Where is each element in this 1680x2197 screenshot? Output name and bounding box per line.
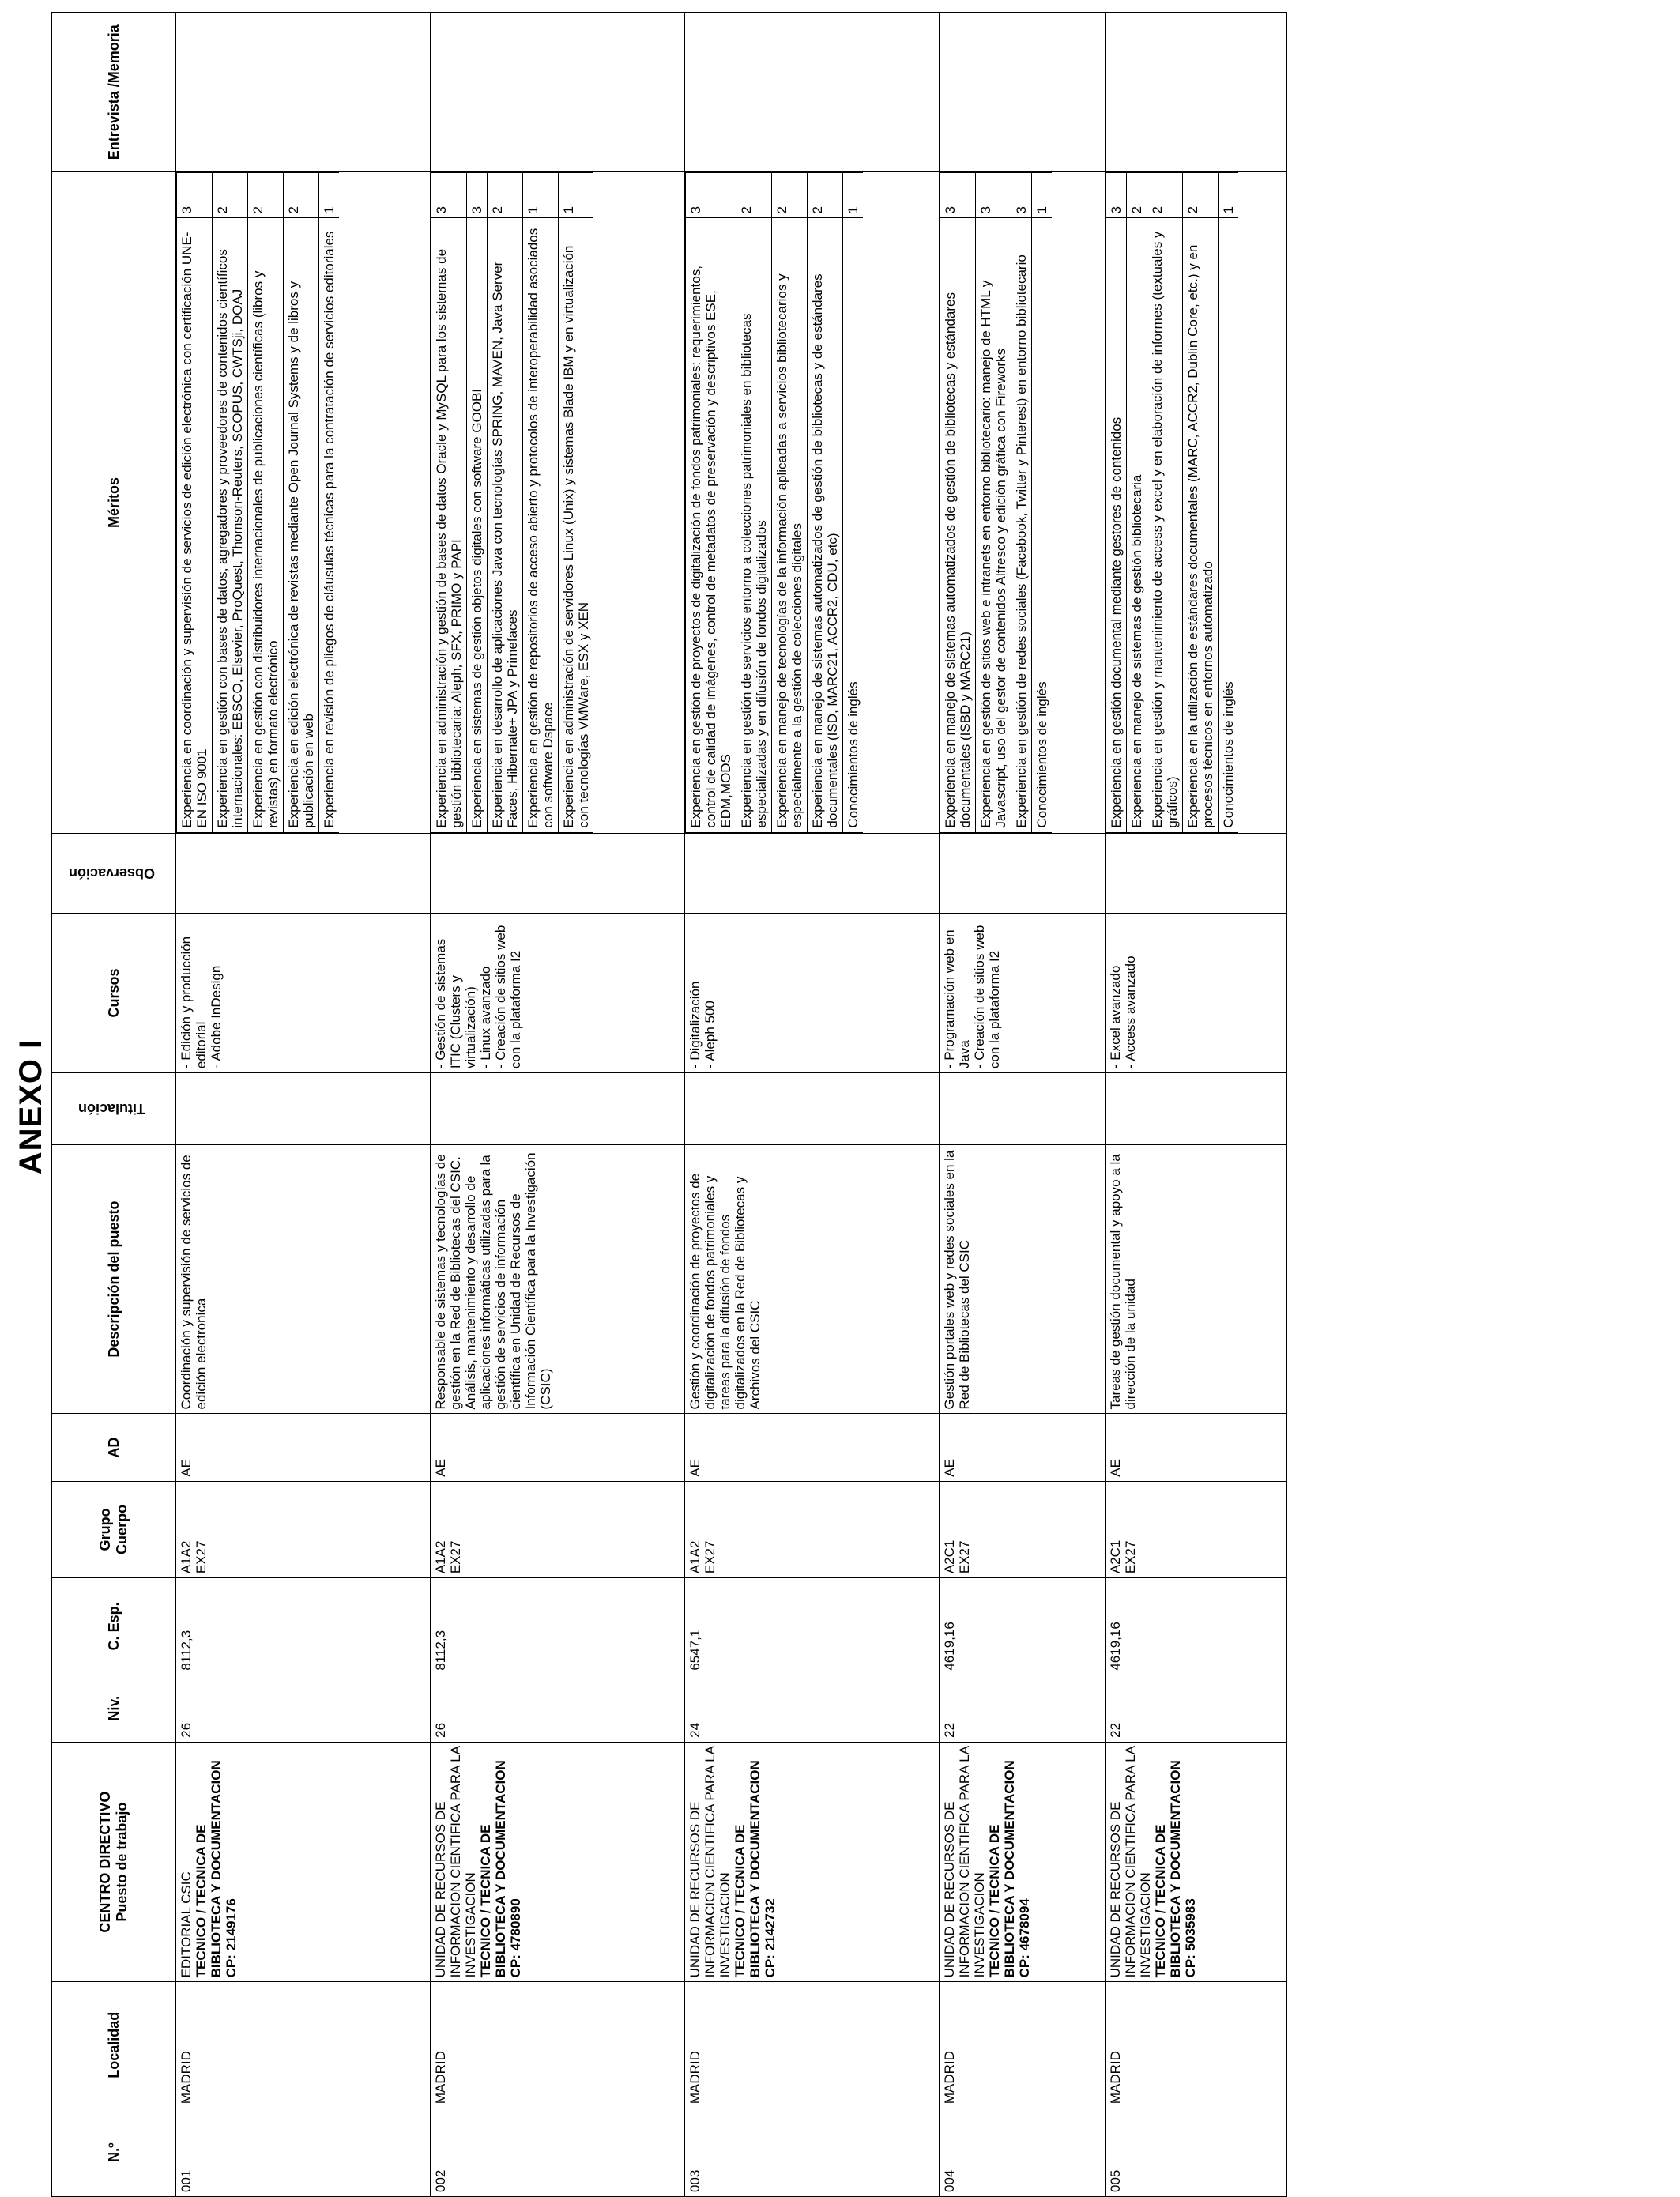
cell-centro-cp: CP: 4678094 [1017, 1898, 1032, 1978]
header-grupo: Grupo Cuerpo [52, 1481, 176, 1577]
cell-cursos: - Excel avanzado - Access avanzado [1106, 913, 1287, 1072]
cell-centro [940, 1742, 1106, 1982]
merito-item [213, 173, 248, 832]
table-row [176, 13, 431, 2197]
cell-ad: AE [1106, 1414, 1287, 1481]
merito-score: 3 [1106, 173, 1127, 218]
header-niv: Niv. [52, 1675, 176, 1742]
cell-cesp: 8112,3 [176, 1578, 431, 1675]
merito-item [1032, 173, 1053, 832]
merito-item [1219, 173, 1239, 832]
meritos-list [176, 172, 339, 832]
meritos-list [685, 172, 863, 832]
merito-score: 2 [1183, 173, 1219, 218]
merito-item [976, 173, 1011, 832]
header-centro [52, 1742, 176, 1982]
cell-cursos: - Edición y producción editorial - Adobe InDesign [176, 913, 431, 1072]
merito-text: Experiencia en administración y gestión de bases de datos Oracle y MySQL para los sistemas de gestión bibliotecaria: Aleph, SFX, PRIMO y PAPI [431, 218, 467, 832]
cell-ad: AE [940, 1414, 1106, 1481]
merito-score: 1 [559, 173, 594, 218]
merito-score: 2 [1127, 173, 1147, 218]
merito-item [843, 173, 864, 832]
header-observacion-text: Observación [68, 865, 156, 882]
cell-numero: 003 [685, 2108, 940, 2197]
cell-centro [431, 1742, 685, 1982]
merito-item [1183, 173, 1219, 832]
merito-item [1147, 173, 1183, 832]
cell-centro-puesto: TECNICO / TECNICA DE BIBLIOTECA Y DOCUMENTACION [733, 1760, 763, 1978]
cell-cursos: - Gestión de sistemas ITIC (Clusters y virtualización) - Linux avanzado - Creación de sitios web con la plataforma I2 [431, 913, 685, 1072]
cell-centro-centro: UNIDAD DE RECURSOS DE INFORMACION CIENTIFICA PARA LA INVESTIGACION [942, 1746, 987, 1978]
merito-text: Experiencia en gestión de proyectos de digitalización de fondos patrimoniales: requerimientos, control de calidad de imágenes, control de metadatos de preservación y descriptivos ESE, EDM,MODS [686, 218, 736, 832]
cell-localidad: MADRID [1106, 1982, 1287, 2108]
cell-grupo: A1A2 EX27 [431, 1481, 685, 1577]
cell-meritos [176, 172, 431, 833]
page-title-text: ANEXO I [13, 1038, 49, 1174]
merito-score: 3 [940, 173, 976, 218]
merito-text: Experiencia en sistemas de gestión objetos digitales con software GOOBI [467, 218, 488, 832]
merito-text: Experiencia en manejo de sistemas automatizados de gestión de bibliotecas y estándares documentales (ISBD y MARC21) [940, 218, 976, 832]
merito-text: Experiencia en desarrollo de aplicaciones Java con tecnologías SPRING, MAVEN, Java Server Faces, Hibernate+ JPA y Primefaces [488, 218, 523, 832]
cell-observacion [1106, 833, 1287, 913]
merito-item [177, 173, 213, 832]
merito-score: 3 [1011, 173, 1032, 218]
merito-text: Experiencia en gestión y mantenimiento de access y excel y en elaboración de informes (textuales y gráficos) [1147, 218, 1183, 832]
cell-meritos [685, 172, 940, 833]
merito-text: Experiencia en edición electrónica de revistas mediante Open Journal Systems y de libros y publicación en web [284, 218, 319, 832]
merito-text: Experiencia en coordinación y supervisión de servicios de edición electrónica con certificación UNE-EN ISO 9001 [177, 218, 213, 832]
merito-text: Conocimientos de inglés [843, 218, 864, 832]
table-body [176, 13, 1287, 2197]
cell-centro-puesto: TECNICO / TECNICA DE BIBLIOTECA Y DOCUMENTACION [987, 1760, 1017, 1978]
cell-numero: 001 [176, 2108, 431, 2197]
cell-cesp: 4619,16 [1106, 1578, 1287, 1675]
cell-numero: 004 [940, 2108, 1106, 2197]
cell-centro-centro: UNIDAD DE RECURSOS DE INFORMACION CIENTIFICA PARA LA INVESTIGACION [433, 1746, 478, 1978]
cell-observacion [431, 833, 685, 913]
cell-centro-centro: EDITORIAL CSIC [179, 1871, 194, 1978]
merito-item [319, 173, 340, 832]
table-row [1106, 13, 1287, 2197]
header-meritos: Méritos [52, 172, 176, 833]
table-row [431, 13, 685, 2197]
merito-score: 1 [319, 173, 340, 218]
cell-ad: AE [176, 1414, 431, 1481]
merito-text: Experiencia en gestión de sitios web e intranets en entorno bibliotecario: manejo de HTML y Javascript, uso del gestor de contenidos Alfresco y edición gráfica con Fireworks [976, 218, 1011, 832]
merito-text: Experiencia en revisión de pliegos de cláusulas técnicas para la contratación de servicios editoriales [319, 218, 340, 832]
merito-item [736, 173, 772, 832]
cell-descripcion: Gestión y coordinación de proyectos de digitalización de fondos patrimoniales y tareas para la difusión de fondos digitalizados en la Red de Bibliotecas y Archivos del CSIC [685, 1144, 940, 1414]
cell-ad: AE [431, 1414, 685, 1481]
cell-numero: 002 [431, 2108, 685, 2197]
cell-entrevista [685, 13, 940, 172]
cell-localidad: MADRID [685, 1982, 940, 2108]
table-row [940, 13, 1106, 2197]
header-row [52, 13, 176, 2197]
cell-cursos: - Digitalización - Aleph 500 [685, 913, 940, 1072]
merito-item [808, 173, 843, 832]
cell-entrevista [176, 13, 431, 172]
meritos-list [431, 172, 593, 832]
cell-titulacion [685, 1073, 940, 1145]
cell-cesp: 8112,3 [431, 1578, 685, 1675]
cell-centro [685, 1742, 940, 1982]
merito-text: Experiencia en manejo de sistemas automatizados de gestión de bibliotecas y de estándares documentales (ISD, MARC21, ACCR2, CDU, etc) [808, 218, 843, 832]
cell-titulacion [940, 1073, 1106, 1145]
cell-descripcion: Tareas de gestión documental y apoyo a la dirección de la unidad [1106, 1144, 1287, 1414]
cell-grupo: A1A2 EX27 [685, 1481, 940, 1577]
cell-titulacion [431, 1073, 685, 1145]
merito-score: 2 [772, 173, 808, 218]
header-localidad: Localidad [52, 1982, 176, 2108]
header-centro-line1: CENTRO DIRECTIVO [97, 1791, 113, 1933]
cell-cesp: 4619,16 [940, 1578, 1106, 1675]
merito-item [431, 173, 467, 832]
merito-text: Experiencia en gestión de servicios entorno a colecciones patrimoniales en bibliotecas especializadas y en difusión de fondos digitalizados [736, 218, 772, 832]
merito-item [284, 173, 319, 832]
cell-grupo: A2C1 EX27 [940, 1481, 1106, 1577]
cell-cursos: - Programación web en Java - Creación de sitios web con la plataforma I2 [940, 913, 1106, 1072]
meritos-list [1106, 172, 1238, 832]
cell-entrevista [431, 13, 685, 172]
cell-numero: 005 [1106, 2108, 1287, 2197]
cell-centro-puesto: TECNICO / TECNICA DE BIBLIOTECA Y DOCUMENTACION [194, 1760, 224, 1978]
merito-score: 1 [1219, 173, 1239, 218]
merito-score: 3 [431, 173, 467, 218]
table-row [685, 13, 940, 2197]
cell-centro-cp: CP: 2142732 [763, 1898, 778, 1978]
cell-entrevista [940, 13, 1106, 172]
cell-localidad: MADRID [940, 1982, 1106, 2108]
merito-score: 2 [213, 173, 248, 218]
cell-localidad: MADRID [176, 1982, 431, 2108]
merito-text: Conocimientos de inglés [1219, 218, 1239, 832]
cell-centro [1106, 1742, 1287, 1982]
cell-observacion [940, 833, 1106, 913]
anexo-table [51, 12, 1287, 2197]
merito-text: Experiencia en manejo de tecnologías de la información aplicadas a servicios bibliotecarios y especialmente a la gestión de colecciones digitales [772, 218, 808, 832]
cell-meritos [940, 172, 1106, 833]
cell-meritos [1106, 172, 1287, 833]
cell-niv: 24 [685, 1675, 940, 1742]
header-numero: N.º [52, 2108, 176, 2197]
merito-item [940, 173, 976, 832]
merito-score: 1 [1032, 173, 1053, 218]
cell-titulacion [1106, 1073, 1287, 1145]
cell-centro-puesto: TECNICO / TECNICA DE BIBLIOTECA Y DOCUMENTACION [478, 1760, 508, 1978]
merito-text: Experiencia en gestión documental mediante gestores de contenidos [1106, 218, 1127, 832]
header-observacion [52, 833, 176, 913]
cell-niv: 26 [176, 1675, 431, 1742]
cell-localidad: MADRID [431, 1982, 685, 2108]
merito-item [772, 173, 808, 832]
merito-item [523, 173, 559, 832]
cell-centro-puesto: TECNICO / TECNICA DE BIBLIOTECA Y DOCUMENTACION [1153, 1760, 1183, 1978]
cell-centro [176, 1742, 431, 1982]
cell-descripcion: Responsable de sistemas y tecnologías de gestión en la Red de Bibliotecas del CSIC. Análisis, mantenimiento y desarrollo de aplicaciones informáticas utilizadas para la gestión de servicios de información científica en Unidad de Recursos de Información Científica para la Investigación (CSIC) [431, 1144, 685, 1414]
cell-cesp: 6547,1 [685, 1578, 940, 1675]
header-titulacion-text: Titulación [78, 1101, 145, 1117]
meritos-list [940, 172, 1052, 832]
cell-niv: 22 [1106, 1675, 1287, 1742]
merito-score: 1 [523, 173, 559, 218]
merito-item [686, 173, 736, 832]
merito-score: 1 [843, 173, 864, 218]
header-entrevista: Entrevista /Memoria [52, 13, 176, 172]
merito-item [559, 173, 594, 832]
cell-niv: 26 [431, 1675, 685, 1742]
merito-text: Experiencia en gestión de repositorios de acceso abierto y protocolos de interoperabilidad asociados con software Dspace [523, 218, 559, 832]
header-descripcion: Descripción del puesto [52, 1144, 176, 1414]
merito-text: Conocimientos de inglés [1032, 218, 1053, 832]
cell-centro-centro: UNIDAD DE RECURSOS DE INFORMACION CIENTIFICA PARA LA INVESTIGACION [1108, 1746, 1153, 1978]
header-cesp: C. Esp. [52, 1578, 176, 1675]
merito-score: 2 [736, 173, 772, 218]
cell-observacion [685, 833, 940, 913]
merito-text: Experiencia en gestión con bases de datos, agregadores y proveedores de contenidos científicos internacionales: EBSCO, Elsevier, ProQuest, Thomson-Reuters, SCOPUS, CWTSji, DOAJ [213, 218, 248, 832]
merito-score: 3 [177, 173, 213, 218]
merito-item [488, 173, 523, 832]
cell-observacion [176, 833, 431, 913]
cell-titulacion [176, 1073, 431, 1145]
merito-score: 3 [467, 173, 488, 218]
cell-centro-cp: CP: 2149176 [224, 1898, 239, 1978]
cell-centro-centro: UNIDAD DE RECURSOS DE INFORMACION CIENTIFICA PARA LA INVESTIGACION [687, 1746, 733, 1978]
merito-text: Experiencia en la utilización de estándares documentales (MARC, ACCR2, Dublin Core, etc.) y en procesos técnicos en entornos automatizado [1183, 218, 1219, 832]
cell-centro-cp: CP: 5035983 [1183, 1898, 1198, 1978]
merito-item [467, 173, 488, 832]
cell-grupo: A1A2 EX27 [176, 1481, 431, 1577]
merito-item [1011, 173, 1032, 832]
anexo-sheet [51, 0, 1474, 2197]
cell-entrevista [1106, 13, 1287, 172]
cell-grupo: A2C1 EX27 [1106, 1481, 1287, 1577]
cell-ad: AE [685, 1414, 940, 1481]
merito-text: Experiencia en manejo de sistemas de gestión bibliotecaria [1127, 218, 1147, 832]
merito-text: Experiencia en gestión con distribuidores internacionales de publicaciones científicas (libros y revistas) en formato electrónico [248, 218, 284, 832]
merito-score: 2 [1147, 173, 1183, 218]
header-centro-line2: Puesto de trabajo [114, 1802, 130, 1922]
merito-text: Experiencia en gestión de redes sociales (Facebook, Twitter y Pinterest) en entorno bibliotecario [1011, 218, 1032, 832]
merito-item [1106, 173, 1127, 832]
header-ad: AD [52, 1414, 176, 1481]
merito-score: 2 [808, 173, 843, 218]
merito-item [1127, 173, 1147, 832]
cell-meritos [431, 172, 685, 833]
header-titulacion [52, 1073, 176, 1145]
merito-text: Experiencia en administración de servidores Linux (Unix) y sistemas Blade IBM y en virtualización con tecnologías VMWare, ESX y XEN [559, 218, 594, 832]
merito-score: 2 [488, 173, 523, 218]
cell-niv: 22 [940, 1675, 1106, 1742]
merito-score: 2 [284, 173, 319, 218]
cell-descripcion: Coordinación y supervisión de servicios de edición electronica [176, 1144, 431, 1414]
merito-score: 3 [976, 173, 1011, 218]
header-cursos: Cursos [52, 913, 176, 1072]
cell-descripcion: Gestión portales web y redes sociales en la Red de Bibliotecas del CSIC [940, 1144, 1106, 1414]
merito-score: 2 [248, 173, 284, 218]
cell-centro-cp: CP: 4780890 [508, 1898, 523, 1978]
merito-score: 3 [686, 173, 736, 218]
merito-item [248, 173, 284, 832]
